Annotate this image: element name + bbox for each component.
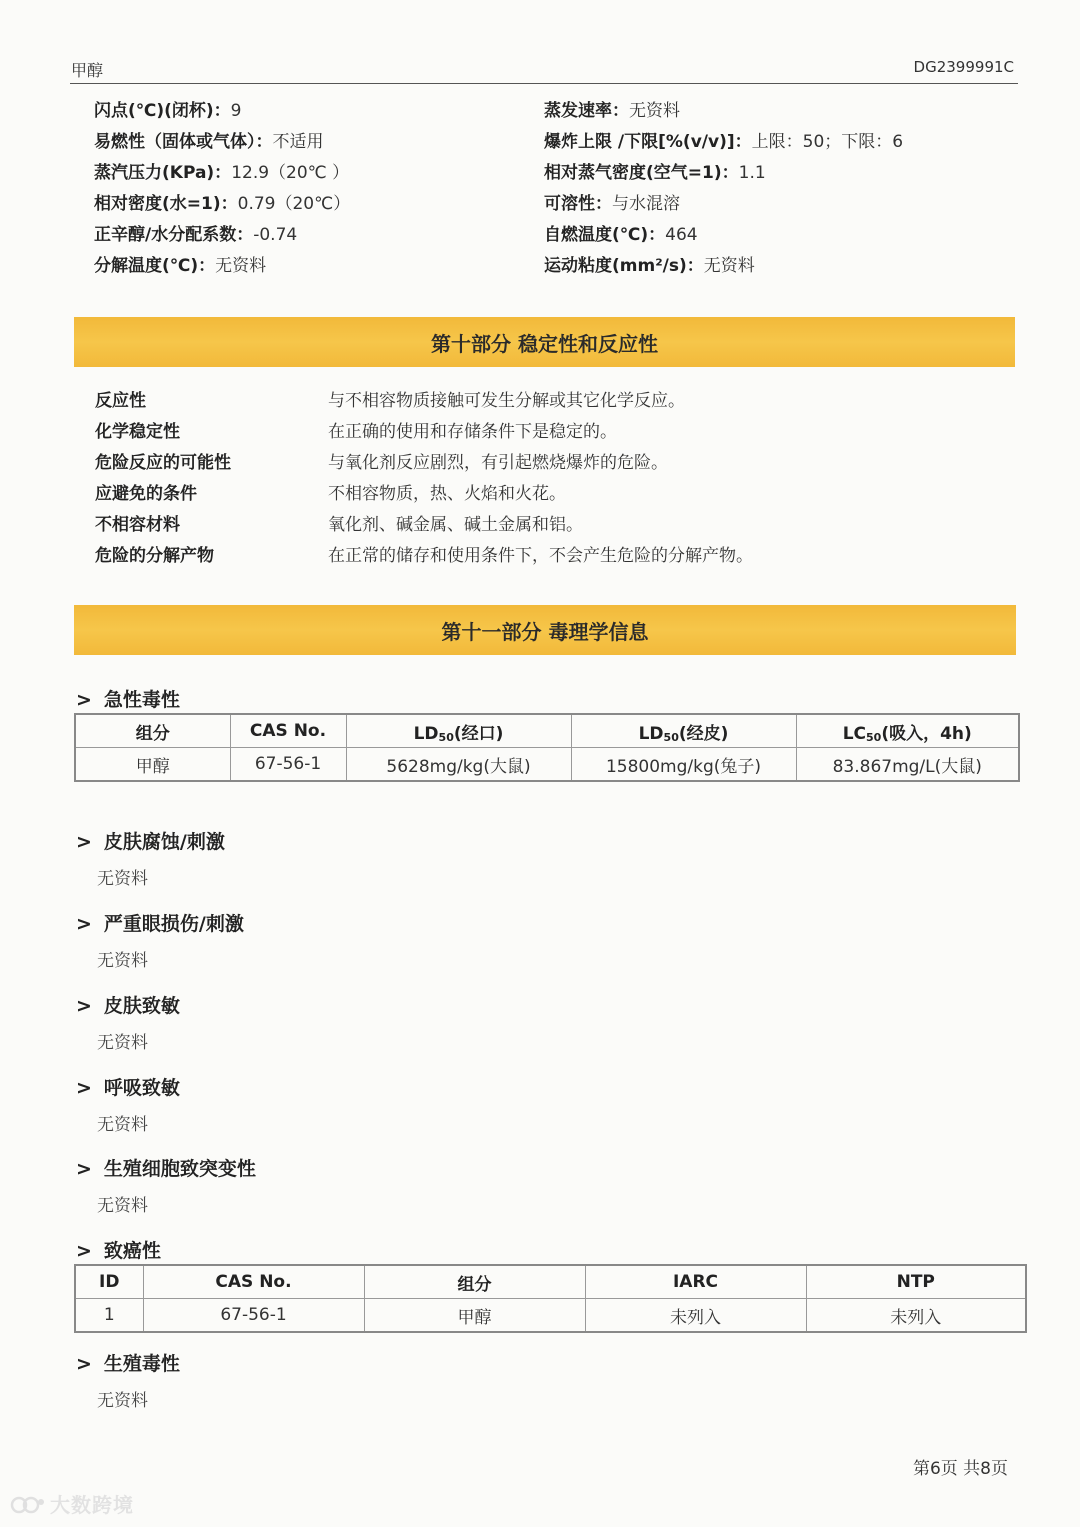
- property-explosive-limits: 爆炸上限 /下限[%(v/v)]：上限：50；下限：6: [544, 132, 904, 152]
- table-cell: 67-56-1: [143, 1299, 364, 1333]
- respiratory-sensitization-text: 无资料: [97, 1115, 148, 1135]
- eye-damage-text: 无资料: [97, 951, 148, 971]
- chevron-right-icon: >: [76, 689, 92, 711]
- column-header: IARC: [585, 1265, 806, 1299]
- property-decomposition-temp: 分解温度(℃)：无资料: [94, 256, 267, 276]
- list-item: 危险的分解产物 在正常的储存和使用条件下，不会产生危险的分解产物。: [95, 546, 753, 566]
- property-row: [94, 158, 994, 189]
- header-product-name: 甲醇: [71, 61, 104, 80]
- column-header: $LC_{50}$(吸入，4h): [796, 714, 1019, 748]
- carcinogenicity-heading: > 致癌性: [76, 1240, 161, 1262]
- property-solubility: 可溶性：与水混溶: [544, 194, 680, 214]
- property-row: [94, 189, 994, 220]
- list-item: 不相容材料 氧化剂、碱金属、碱土金属和铝。: [95, 515, 583, 535]
- property-flash-point: 闪点(℃)(闭杯)：9: [94, 101, 242, 121]
- chevron-right-icon: >: [76, 1077, 92, 1099]
- section-11-title: 第十一部分 毒理学信息: [74, 605, 1016, 655]
- property-vapor-density: 相对蒸气密度(空气=1)：1.1: [544, 163, 766, 183]
- table-cell: 83.867mg/L(大鼠): [796, 748, 1019, 782]
- property-kinematic-viscosity: 运动粘度(mm²/s)：无资料: [544, 256, 755, 276]
- acute-toxicity-heading: > 急性毒性: [76, 689, 180, 711]
- acute-toxicity-table: [74, 713, 1020, 782]
- table-cell: 5628mg/kg(大鼠): [346, 748, 571, 782]
- table-row: [75, 748, 1019, 782]
- list-item: 反应性 与不相容物质接触可发生分解或其它化学反应。: [95, 391, 685, 411]
- skin-corrosion-text: 无资料: [97, 869, 148, 889]
- eye-damage-heading: > 严重眼损伤/刺激: [76, 913, 244, 935]
- physical-properties: [94, 96, 994, 282]
- respiratory-sensitization-heading: > 呼吸致敏: [76, 1077, 180, 1099]
- column-header: $LD_{50}$(经口): [346, 714, 571, 748]
- column-header: CAS No.: [143, 1265, 364, 1299]
- header-doc-code: DG2399991C: [913, 58, 1014, 76]
- table-cell: 未列入: [806, 1299, 1026, 1333]
- page-number: 第6页 共8页: [912, 1459, 1008, 1479]
- section-10-title: 第十部分 稳定性和反应性: [74, 317, 1015, 367]
- column-header: $LD_{50}$(经皮): [571, 714, 796, 748]
- chevron-right-icon: >: [76, 831, 92, 853]
- list-item: 应避免的条件 不相容物质，热、火焰和火花。: [95, 484, 566, 504]
- carcinogenicity-table: [74, 1264, 1027, 1333]
- property-relative-density: 相对密度(水=1)：0.79（20℃）: [94, 194, 351, 214]
- skin-sensitization-text: 无资料: [97, 1033, 148, 1053]
- skin-corrosion-heading: > 皮肤腐蚀/刺激: [76, 831, 225, 853]
- list-item: 危险反应的可能性 与氧化剂反应剧烈，有引起燃烧爆炸的危险。: [95, 453, 668, 473]
- list-item: 化学稳定性 在正确的使用和存储条件下是稳定的。: [95, 422, 617, 442]
- property-row: [94, 220, 994, 251]
- reproductive-toxicity-text: 无资料: [97, 1391, 148, 1411]
- germ-cell-mutagenicity-heading: > 生殖细胞致突变性: [76, 1158, 256, 1180]
- property-evaporation-rate: 蒸发速率：无资料: [544, 101, 680, 121]
- column-header: 组分: [75, 714, 230, 748]
- table-cell: 67-56-1: [230, 748, 346, 782]
- reproductive-toxicity-heading: > 生殖毒性: [76, 1353, 180, 1375]
- table-header-row: [75, 1265, 1026, 1299]
- header-divider: [70, 83, 1018, 84]
- table-cell: 甲醇: [75, 748, 230, 782]
- chevron-right-icon: >: [76, 1353, 92, 1375]
- table-cell: 未列入: [585, 1299, 806, 1333]
- table-cell: 15800mg/kg(兔子): [571, 748, 796, 782]
- property-flammability: 易燃性（固体或气体）：不适用: [94, 132, 324, 152]
- skin-sensitization-heading: > 皮肤致敏: [76, 995, 180, 1017]
- property-row: [94, 127, 994, 158]
- property-partition-coefficient: 正辛醇/水分配系数：-0.74: [94, 225, 298, 245]
- chevron-right-icon: >: [76, 1158, 92, 1180]
- germ-cell-mutagenicity-text: 无资料: [97, 1196, 148, 1216]
- table-cell: 甲醇: [364, 1299, 585, 1333]
- table-header-row: [75, 714, 1019, 748]
- chevron-right-icon: >: [76, 913, 92, 935]
- column-header: ID: [75, 1265, 143, 1299]
- property-row: [94, 251, 994, 282]
- watermark-logo-icon: [10, 1495, 46, 1515]
- column-header: 组分: [364, 1265, 585, 1299]
- watermark: 大数跨境: [10, 1489, 134, 1518]
- property-row: [94, 96, 994, 127]
- property-autoignition-temp: 自燃温度(℃)：464: [544, 225, 698, 245]
- table-cell: 1: [75, 1299, 143, 1333]
- column-header: NTP: [806, 1265, 1026, 1299]
- stability-reactivity-list: [95, 386, 995, 572]
- chevron-right-icon: >: [76, 995, 92, 1017]
- column-header: CAS No.: [230, 714, 346, 748]
- property-vapor-pressure: 蒸汽压力(KPa)：12.9（20℃ ）: [94, 163, 350, 183]
- table-row: [75, 1299, 1026, 1333]
- chevron-right-icon: >: [76, 1240, 92, 1262]
